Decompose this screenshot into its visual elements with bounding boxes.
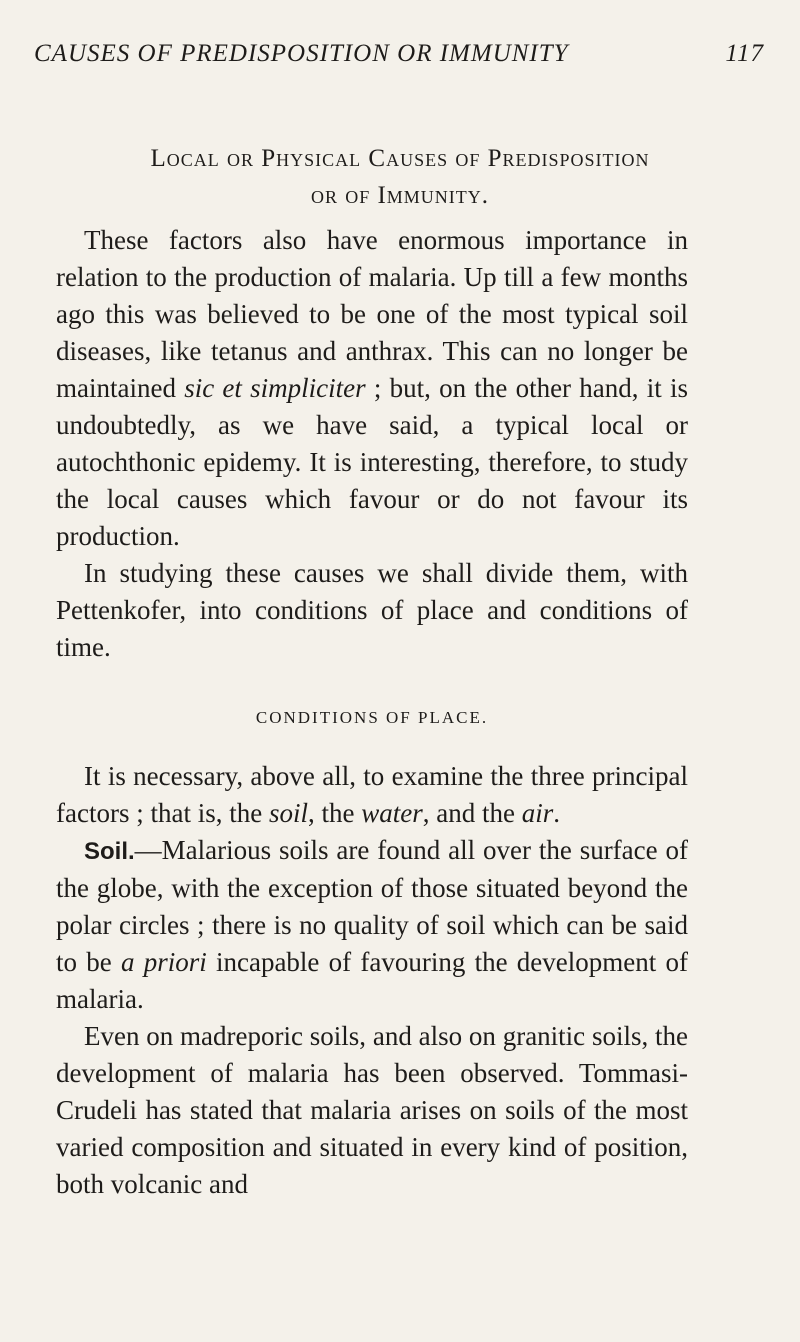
- running-head-title: CAUSES OF PREDISPOSITION OR IMMUNITY: [34, 40, 569, 67]
- paragraph-3-text-c: , and the: [422, 798, 522, 828]
- italic-water: water: [361, 798, 423, 828]
- paragraph-1-text-b: ; but, on the other hand, it is undoubtedly, as we have said, a typical local or autochthonic epidemy. It is interesting, therefore, to study the local causes which favour or do not favour its production.: [56, 373, 689, 551]
- paragraph-3-text-b: , the: [307, 798, 362, 828]
- subheading-conditions-of-place: CONDITIONS OF PLACE.: [255, 708, 489, 727]
- running-head: [34, 40, 764, 68]
- body-text: [56, 222, 688, 1203]
- section-title-line2: or of Immunity.: [310, 182, 490, 209]
- paragraph-2: In studying these causes we shall divide them, with Pettenkofer, into conditions of place and conditions of time.: [56, 558, 688, 662]
- section-title-line1: Local or Physical Causes of Predisposition: [150, 145, 650, 172]
- paragraph-3-text-d: .: [553, 798, 560, 828]
- paragraph-5: Even on madreporic soils, and also on granitic soils, the development of malaria has been observed. Tommasi-Crudeli has stated that malaria arises on soils of the most varied composition and situated in every kind of position, both volcanic and: [56, 1021, 688, 1199]
- section-title: [0, 140, 800, 214]
- paragraph-3: [56, 758, 688, 832]
- soil-heading: Soil.: [84, 838, 135, 865]
- paragraph-1-text-a: These factors also have enormous importance in relation to the production of malaria. Up till a few months ago this was believed to be one of the most typical soil diseases, like tetanus and anthrax. This can no longer be maintained: [56, 225, 688, 403]
- paragraph-3-text-a: It is necessary, above all, to examine the three principal factors ; that is, the: [56, 761, 688, 828]
- paragraph-1-italic: sic et simpliciter: [184, 373, 366, 403]
- paragraph-4-italic: a priori: [120, 947, 207, 977]
- paragraph-4: [56, 832, 688, 1018]
- italic-soil: soil: [268, 798, 308, 828]
- page-number: 117: [725, 40, 764, 67]
- italic-air: air: [521, 798, 554, 828]
- paragraph-4-text-a: —Malarious soils are found all over the surface of the globe, with the exception of those situated beyond the polar circles ; there is no quality of soil which can be said to be: [56, 835, 688, 977]
- paragraph-4-text-b: incapable of favouring the development of malaria.: [56, 947, 688, 1014]
- paragraph-1: [56, 222, 688, 555]
